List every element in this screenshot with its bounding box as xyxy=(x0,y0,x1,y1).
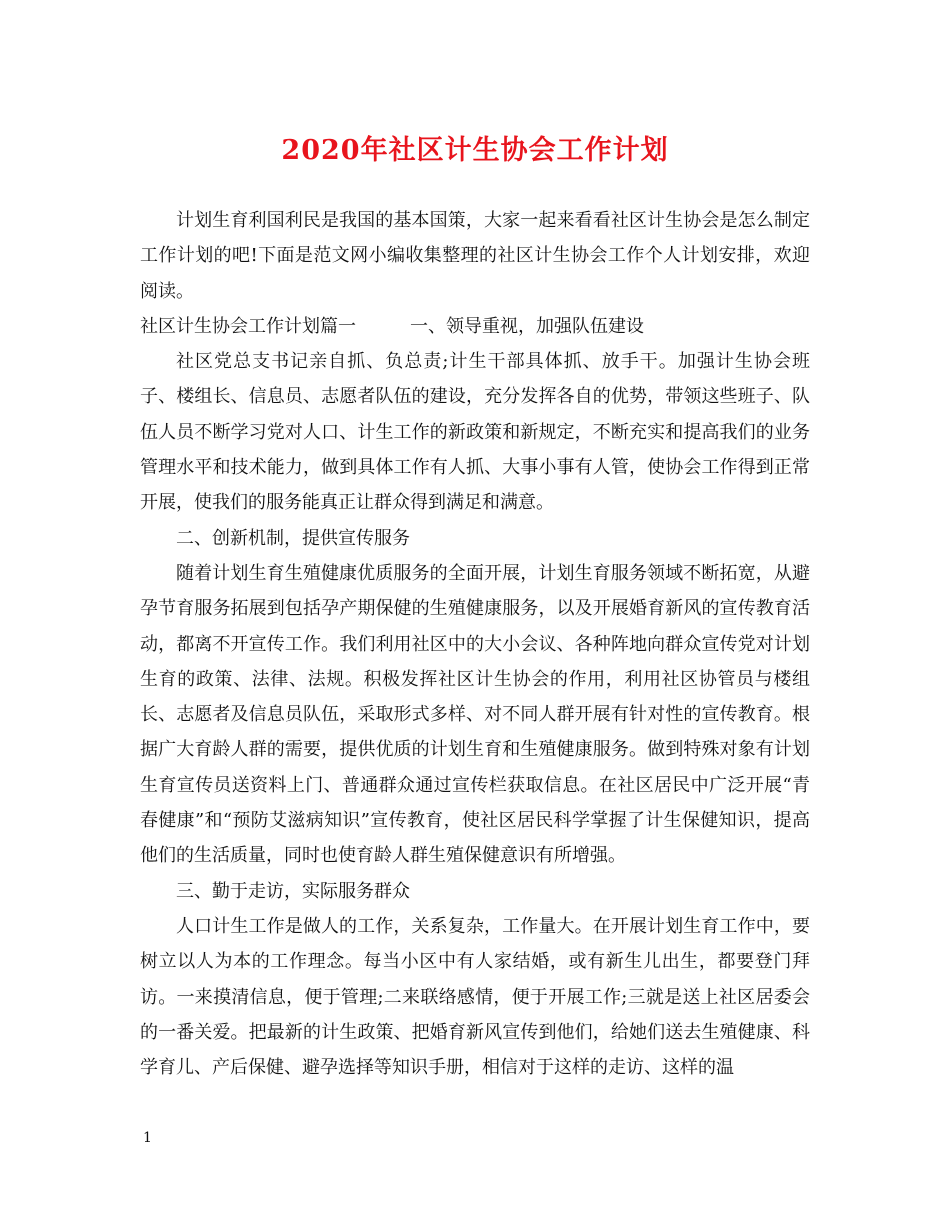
paragraph-3: 人口计生工作是做人的工作，关系复杂，工作量大。在开展计划生育工作中，要树立以人为本的工作理念。每当小区中有人家结婚，或有新生儿出生，都要登门拜访。一来摸清信息，便于管理;二来联络感情，便于开展工作;三就是送上社区居委会的一番关爱。把最新的计生政策、把婚育新风宣传到他们，给她们送去生殖健康、科学育儿、产后保健、避孕选择等知识手册，相信对于这样的走访、这样的温 xyxy=(140,915,810,1079)
intro-paragraph: 计划生育利国利民是我国的基本国策，大家一起来看看社区计生协会是怎么制定工作计划的吧!下面是范文网小编收集整理的社区计生协会工作个人计划安排，欢迎阅读。 xyxy=(140,210,810,302)
heading-2: 二、创新机制，提供宣传服务 xyxy=(176,527,410,549)
page-number: 1 xyxy=(143,1130,152,1146)
section-heading-line xyxy=(140,309,810,344)
heading-1: 一、领导重视，加强队伍建设 xyxy=(410,315,644,337)
paragraph-1: 社区党总支书记亲自抓、负总责;计生干部具体抓、放手干。加强计生协会班子、楼组长、信息员、志愿者队伍的建设，充分发挥各自的优势，带领这些班子、队伍人员不断学习党对人口、计生工作的新政策和新规定，不断充实和提高我们的业务管理水平和技术能力，做到具体工作有人抓、大事小事有人管，使协会工作得到正常开展，使我们的服务能真正让群众得到满足和满意。 xyxy=(140,351,810,514)
paragraph-2: 随着计划生育生殖健康优质服务的全面开展，计划生育服务领域不断拓宽，从避孕节育服务拓展到包括孕产期保健的生殖健康服务，以及开展婚育新风的宣传教育活动，都离不开宣传工作。我们利用社区中的大小会议、各种阵地向群众宣传党对计划生育的政策、法律、法规。积极发挥社区计生协会的作用，利用社区协管员与楼组长、志愿者及信息员队伍，采取形式多样、对不同人群开展有针对性的宣传教育。根据广大育龄人群的需要，提供优质的计划生育和生殖健康服务。做到特殊对象有计划生育宣传员送资料上门、普通群众通过宣传栏获取信息。在社区居民中广泛开展“青春健康”和“预防艾滋病知识”宣传教育，使社区居民科学掌握了计生保健知识，提高他们的生活质量，同时也使育龄人群生殖保健意识有所增强。 xyxy=(140,562,810,867)
document-body xyxy=(140,203,810,1085)
heading-3: 三、勤于走访，实际服务群众 xyxy=(176,880,410,902)
document-title: 2020年社区计生协会工作计划 xyxy=(281,135,669,166)
section-label: 社区计生协会工作计划篇一 xyxy=(140,315,356,337)
